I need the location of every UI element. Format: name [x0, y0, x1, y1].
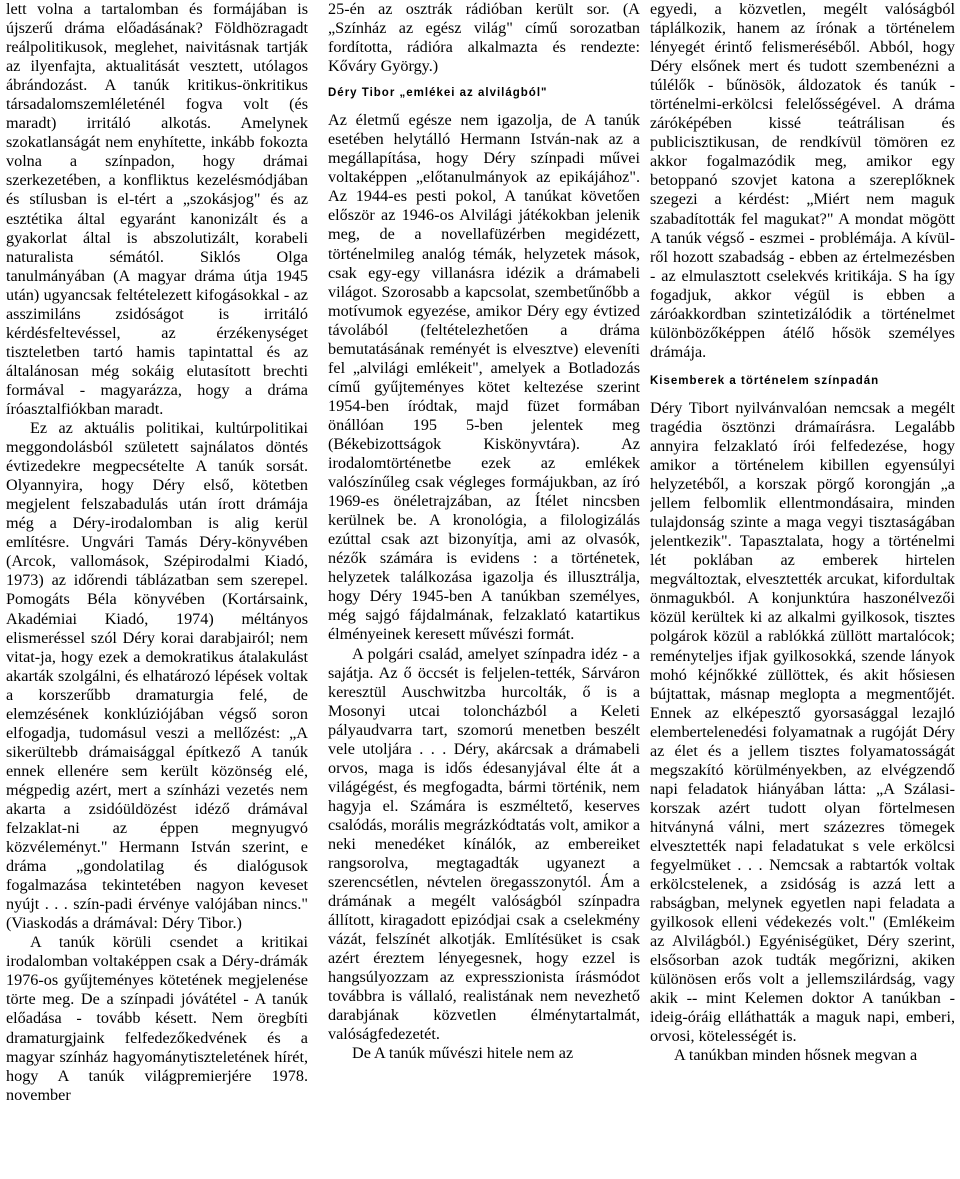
paragraph: A tanúkban minden hősnek megvan a — [674, 1046, 918, 1065]
section-heading: Déry Tibor „emlékei az alvilágból" — [328, 87, 548, 100]
text-column-1 — [6, 0, 308, 1179]
paragraph: 25-én az osztrák rádióban került sor. (A „Színház az egész világ" című sorozatban fordította, rádióra alkalmazta és rendezte: Kőváry György.) — [328, 0, 640, 76]
paragraph: A tanúk körüli csendet a kritikai irodalomban voltaképpen csak a Déry-drámák 1976-os gyűjteményes kötetének megjelenése törte meg. De a színpadi jóvátétel - A tanúk előadása - tovább késett. Nem öregbíti dramaturgjaink felfedezőkedvének és a magyar színház hagyománytiszteletének hírét, hogy A tanúk világpremierjére 1978. november — [6, 933, 308, 1104]
text-column-3 — [650, 0, 955, 1179]
paragraph: Déry Tibort nyilvánvalóan nemcsak a megélt tragédia ösztönzi drámaírásra. Legalább annyira felzaklató írói felfedezése, hogy amikor a történelem kibillen egyensúlyi helyzetéből, a korszak pörgő korongján „a jellem felbomlik ellentmondásaira, minden tulajdonság szinte a maga vegyi tisztaságában jelentkezik". Tapasztalata, hogy a történelmi lét poklában az emberek hirtelen megváltoztak, elvesztették arcukat, kifordultak önmagukból. A konjunktúra haszonélvezői közül kerültek ki az alkalmi gyilkosok, tisztes polgárok közül a rablókká züllött martalócok; reményteljes ifjak gyilkosokká, szende lányok mohó kéjnőkké züllöttek, és akit hősiesen bújtattak, másnap meglopta a megmentőjét. Ennek az elképesztő gyorsasággal lezajló elembertelenedési folyamatnak a rugóját Déry az élet és a jellem tisztes folyamatosságát megszakító körülményekben, az elvégzendő napi feladatok hiányában látta: „A Szálasi-korszak azért tudott olyan förtelmesen hitványná válni, mert százezres tömegek elvesztették napi feladatukat s vele erkölcsi fegyelmüket . . . Nemcsak a rabtartók voltak erkölcstelenek, a zsidóság is azzá lett a rabságban, melynek egyetlen napi feladata a gyilkosok elleni védekezés volt." (Emlékeim az Alvilágból.) Egyéniségüket, Déry szerint, elsősorban azok tudták megőrizni, akiken különösen erős volt a jellemszilárdság, vagy akik -- mint Kelemen doktor A tanúkban - ideig-óráig elláthatták a maguk napi, emberi, orvosi, kötelességét is. — [650, 398, 955, 1046]
paragraph: De A tanúk művészi hitele nem az — [352, 1044, 574, 1063]
paragraph: lett volna a tartalomban és formájában is újszerű dráma előadásának? Földhözragadt reálpolitikusok, meglehet, naivitásnak tartják az ilyenfajta, aktualitását vesztett, utólagos ábrándozást. A tanúk kritikus-önkritikus társadalomszemléleténél fogva volt (és maradt) irritáló alkotás. Amelynek szokatlanságát nem enyhítette, inkább fokozta volna a színpadon, hogy drámai szerkezetében, a konfliktus kezelésmódjában és stílusban is el-tért a „szokásjog" és az esztétika által egyaránt kanonizált és a gyakorlat által is abszolutizált, korabeli naturalista sémától. Siklós Olga tanulmányában (A magyar dráma útja 1945 után) ugyancsak feltételezett kifogásokkal - az asszimiláns zsidóságot is irritáló kérdésfeltevéssel, az érzékenységet tiszteletben tartó hamis tapintattal és az általánosan még sokáig elutasított brechti formával - magyarázza, hogy a dráma íróasztalfiókban maradt. — [6, 0, 308, 418]
section-heading: Kisemberek a történelem színpadán — [650, 374, 880, 387]
text-column-2 — [328, 0, 640, 1179]
paragraph: Az életmű egésze nem igazolja, de A tanúk esetében helytálló Hermann István-nak az a megállapítása, hogy Déry színpadi művei voltaképpen „előtanulmányok az epikájához". Az 1944-es pesti pokol, A tanúkat követően először az 1946-os Alvilági játékokban jelenik meg, de a novellafüzérben megidézett, történelmileg analóg témák, helyzetek mások, csak egy-egy villanásra idézik a drámabeli világot. Szorosabb a kapcsolat, szembetűnőbb a motívumok egyezése, amikor Déry egy évtized távolából (feltételezhetően a dráma bemutatásának reményét is elvesztve) eleveníti fel „alvilági emlékeit", amelyek a Botladozás című gyűjteményes kötet keltezése szerint 1954-ben íródtak, majd füzet formában önállóan 195 5-ben jelentek meg (Békebizottságok Kiskönyvtára). Az irodalomtörténetbe ezek az emlékek valószínűleg csak végleges formájukban, az író 1969-es önéletrajzában, az Ítélet nincsben kerülnek be. A kronológia, a filologizálás ezúttal csak azt bizonyítja, ami az olvasók, nézők számára is evidens : a történetek, helyzetek találkozása igazolja és illusztrálja, hogy Déry 1945-ben A tanúkban személyes, még sajgó fájdalmának, felzaklató katartikus élményeinek keresett művészi formát. — [328, 111, 640, 644]
paragraph: Ez az aktuális politikai, kultúrpolitikai meggondolásból született sajnálatos döntés évtizedekre megpecsételte A tanúk sorsát. Olyannyira, hogy Déry első, kötetben megjelent felszabadulás után írott drámája még a Déry-irodalomban is alig kerül említésre. Ungvári Tamás Déry-könyvében (Arcok, vallomások, Szépirodalmi Kiadó, 1973) az időrendi táblázatban sem szerepel. Pomogáts Béla könyvében (Kortársaink, Akadémiai Kiadó, 1974) méltányos elismeréssel szól Déry korai darabjairól; nem vitat-ja, hogy ezek a demokratikus átalakulást akarták szolgálni, és elhatározó lépések voltak a korszerűbb dramaturgia felé, de elemzésének konklúziójában végső soron elfogadja, tudomásul veszi a mellőzést: „A sikerültebb drámaisággal építkező A tanúk ennek ellenére sem került közönség elé, mégpedig azért, mert a színházi vezetés nem akarta a zsidóüldözést idéző drámával felzaklat-ni az éppen megnyugvó közvéleményt." Hermann István szerint, e dráma „gondolatilag és dialógusok fogalmazása tekintetében nagyon keveset nyújt . . . szín-padi érvénye valójában nincs." (Viaskodás a drámával: Déry Tibor.) — [6, 419, 308, 933]
paragraph: A polgári család, amelyet színpadra idéz - a sajátja. Az ő öccsét is feljelen-tették, Sárváron keresztül Auschwitzba hurcolták, ő is a Mosonyi utcai toloncházból a Keleti pályaudvarra tart, szomorú menetben beszélt vele utoljára . . . Déry, akárcsak a drámabeli orvos, maga is idős édesanyjával élte át a világégést, és megfogadta, bármi történik, nem hagyja el. Számára is eszméltető, keserves csalódás, morális megrázkódtatás volt, amikor a neki menedéket kínálók, az embereiket rangsorolva, megtagadták ugyanezt a szerencsétlen, névtelen öregasszonytól. Ám a drámának a megélt valóságból színpadra állított, kiragadott epizódjai csak a cselekmény vázát, felszínét alkotják. Említésüket is csak azért éreztem lényegesnek, hogy ezzel is hangsúlyozzam az expresszionista írásmódot továbbra is vállaló, realistának nem nevezhető darabjának közvetlen élménytartalmát, valóságfedezetét. — [328, 644, 640, 1044]
paragraph: egyedi, a közvetlen, megélt valóságból táplálkozik, hanem az írónak a történelem lényegét érintő felismeréséből. Abból, hogy Déry elsőnek mert és tudott szembenézni a túlélők - bűnösök, áldozatok és tanúk - történelmi-erkölcsi felelősségével. A dráma záróképében kissé teátrálisan és publicisztikusan, de rendkívül tömören ez akkor fogalmazódik meg, amikor egy betoppanó szovjet katona a szereplőknek szegezi a kérdést: „Miért nem maguk szabadították fel magukat?" A mondat mögött A tanúk végső - eszmei - problémája. A kívül-ről hozott szabadság - ebben az értelmezésben - az elmulasztott cselekvés kritikája. S ha így fogadjuk, akkor végül is ebben a záróakkordban szintetizálódik a történelmet különbözőképpen átélő hősök személyes drámája. — [650, 0, 955, 361]
